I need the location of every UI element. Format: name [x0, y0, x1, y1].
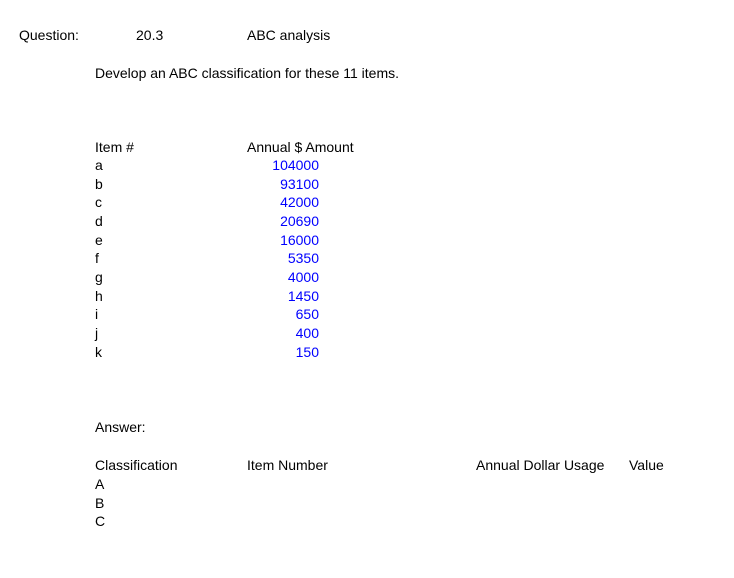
- item-amount: 1450: [287, 288, 319, 304]
- question-label: Question:: [19, 27, 79, 43]
- item-amount: 16000: [280, 232, 319, 248]
- item-amount: 650: [295, 306, 319, 322]
- item-id: h: [95, 288, 103, 304]
- item-id: c: [95, 194, 102, 210]
- item-amount: 20690: [280, 213, 319, 229]
- item-id: j: [95, 325, 99, 341]
- class-label: A: [95, 476, 105, 492]
- item-id: d: [95, 213, 103, 229]
- item-number-header: Item Number: [247, 457, 328, 473]
- item-id: k: [95, 344, 102, 360]
- item-id: i: [95, 306, 99, 322]
- question-topic: ABC analysis: [247, 27, 331, 43]
- item-id: g: [95, 269, 103, 285]
- instruction-text: Develop an ABC classification for these 11 items.: [95, 65, 400, 81]
- item-id: e: [95, 232, 103, 248]
- classification-header: Classification: [95, 457, 178, 473]
- class-label: B: [95, 495, 105, 511]
- item-amount: 400: [295, 325, 319, 341]
- class-label: C: [95, 513, 106, 529]
- value-header: Value: [629, 457, 664, 473]
- answer-label: Answer:: [95, 419, 146, 435]
- item-amount: 93100: [280, 176, 319, 192]
- question-number: 20.3: [136, 27, 164, 43]
- item-amount: 42000: [280, 194, 319, 210]
- item-id: a: [95, 157, 103, 173]
- item-column-header: Item #: [95, 139, 134, 155]
- item-amount: 4000: [287, 269, 319, 285]
- item-amount: 104000: [272, 157, 319, 173]
- item-id: f: [95, 250, 99, 266]
- item-id: b: [95, 176, 103, 192]
- annual-dollar-usage-header: Annual Dollar Usage: [476, 457, 605, 473]
- item-amount: 5350: [287, 250, 319, 266]
- item-amount: 150: [295, 344, 319, 360]
- amount-column-header: Annual $ Amount: [247, 139, 354, 155]
